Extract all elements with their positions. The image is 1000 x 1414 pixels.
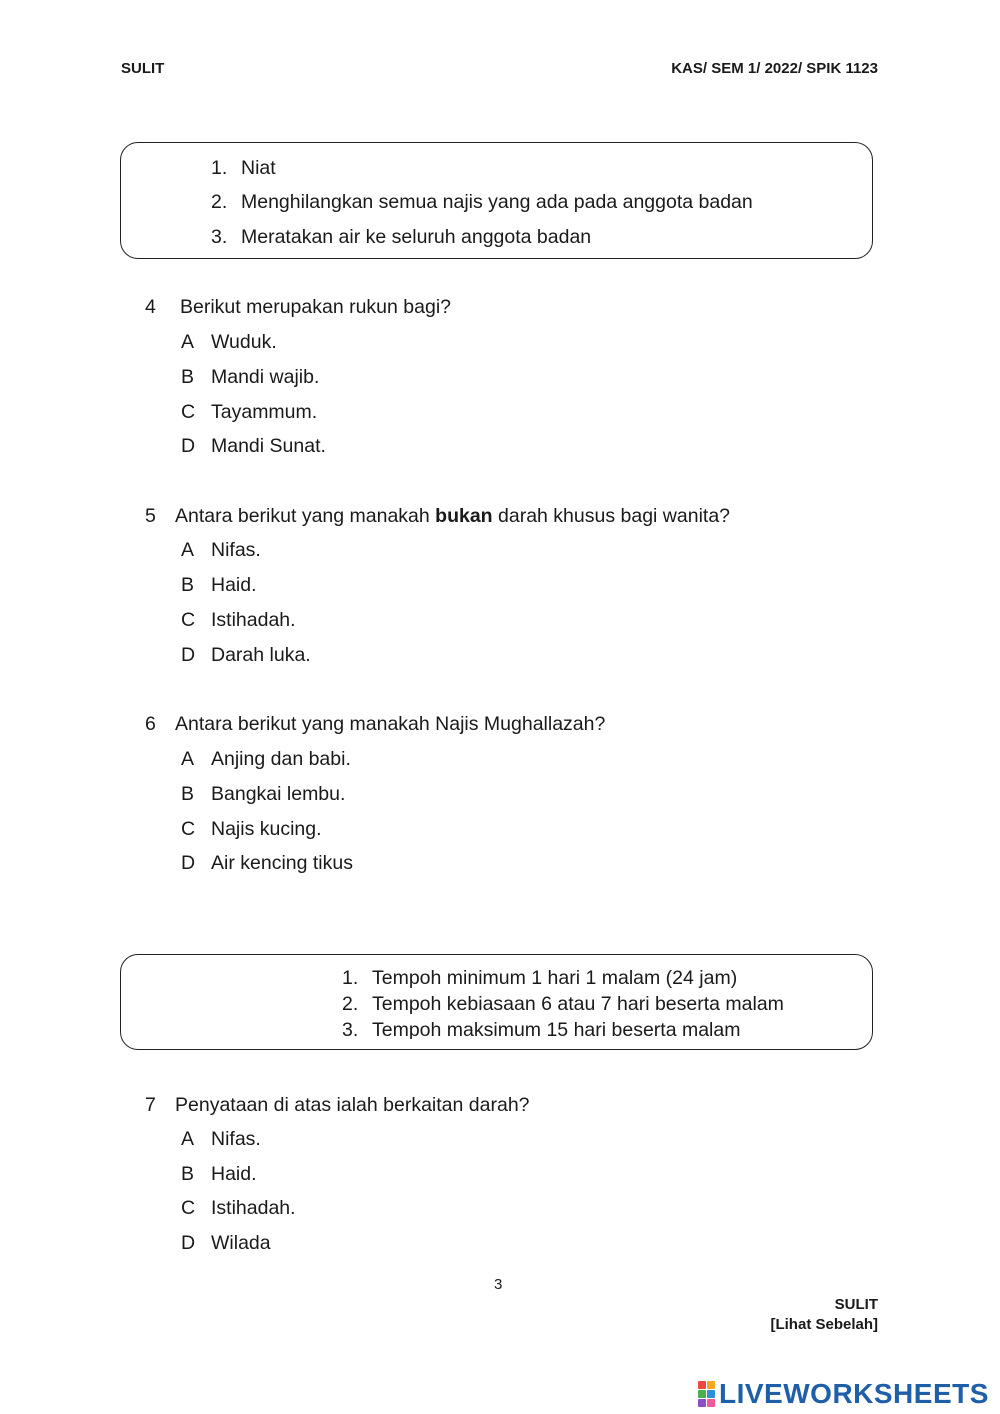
question-4-number: 4: [145, 296, 156, 318]
footer-next-page: [Lihat Sebelah]: [770, 1316, 878, 1333]
box1-item-2: 2. Menghilangkan semua najis yang ada pada anggota badan: [211, 191, 753, 213]
question-4-text: Berikut merupakan rukun bagi?: [180, 296, 451, 318]
q5-option-b-text: Haid.: [211, 574, 257, 596]
q7-option-d-text: Wilada: [211, 1232, 271, 1254]
q4-option-d-letter[interactable]: D: [181, 435, 196, 457]
liveworksheets-logo-text: LIVEWORKSHEETS: [719, 1378, 989, 1409]
logo-square: [698, 1399, 706, 1407]
question-5-number: 5: [145, 505, 156, 527]
logo-square: [707, 1381, 715, 1389]
q7-option-c-letter[interactable]: C: [181, 1197, 196, 1219]
box2-item-2: 2. Tempoh kebiasaan 6 atau 7 hari beserta malam: [342, 993, 784, 1015]
box1-item-3: 3. Meratakan air ke seluruh anggota badan: [211, 226, 592, 248]
q6-option-b-text: Bangkai lembu.: [211, 783, 346, 805]
header-right: KAS/ SEM 1/ 2022/ SPIK 1123: [671, 60, 878, 77]
q4-option-c-text: Tayammum.: [211, 401, 318, 423]
q6-option-d-letter[interactable]: D: [181, 852, 196, 874]
q6-option-c-text: Najis kucing.: [211, 818, 322, 840]
footer-sulit: SULIT: [834, 1296, 878, 1313]
question-5-emphasis: bukan: [435, 505, 493, 527]
q5-option-d-text: Darah luka.: [211, 644, 311, 666]
q4-option-b-letter[interactable]: B: [181, 366, 195, 388]
liveworksheets-logo[interactable]: [698, 1374, 989, 1414]
header-left: SULIT: [121, 60, 165, 77]
logo-square: [698, 1390, 706, 1398]
q5-option-d-letter[interactable]: D: [181, 644, 196, 666]
liveworksheets-logo-icon: [698, 1381, 715, 1407]
logo-square: [707, 1390, 715, 1398]
q7-option-d-letter[interactable]: D: [181, 1232, 196, 1254]
box1-item-1: 1. Niat: [211, 157, 276, 179]
q5-option-b-letter[interactable]: B: [181, 574, 195, 596]
q4-option-a-text: Wuduk.: [211, 331, 277, 353]
logo-square: [707, 1399, 715, 1407]
q7-option-b-letter[interactable]: B: [181, 1163, 195, 1185]
q5-option-c-letter[interactable]: C: [181, 609, 196, 631]
q4-option-c-letter[interactable]: C: [181, 401, 196, 423]
q7-option-b-text: Haid.: [211, 1163, 257, 1185]
q5-option-c-text: Istihadah.: [211, 609, 296, 631]
q7-option-c-text: Istihadah.: [211, 1197, 296, 1219]
q4-option-d-text: Mandi Sunat.: [211, 435, 326, 457]
q7-option-a-letter[interactable]: A: [181, 1128, 195, 1150]
question-7-text: Penyataan di atas ialah berkaitan darah?: [175, 1094, 530, 1116]
question-6-text: Antara berikut yang manakah Najis Mughallazah?: [175, 713, 606, 735]
page-number: 3: [494, 1276, 503, 1293]
q5-option-a-letter[interactable]: A: [181, 539, 195, 561]
box2-item-3: 3. Tempoh maksimum 15 hari beserta malam: [342, 1019, 741, 1039]
q4-option-b-text: Mandi wajib.: [211, 366, 320, 388]
q5-option-a-text: Nifas.: [211, 539, 261, 561]
q7-option-a-text: Nifas.: [211, 1128, 261, 1150]
question-6-number: 6: [145, 713, 156, 735]
logo-square: [698, 1381, 706, 1389]
question-5-text: Antara berikut yang manakah bukan darah khusus bagi wanita?: [175, 505, 731, 527]
q6-option-d-text: Air kencing tikus: [211, 852, 353, 874]
q6-option-a-letter[interactable]: A: [181, 748, 195, 770]
q6-option-b-letter[interactable]: B: [181, 783, 195, 805]
q6-option-a-text: Anjing dan babi.: [211, 748, 351, 770]
q4-option-a-letter[interactable]: A: [181, 331, 195, 353]
q6-option-c-letter[interactable]: C: [181, 818, 196, 840]
box2-item-1: 1. Tempoh minimum 1 hari 1 malam (24 jam): [342, 967, 738, 989]
question-7-number: 7: [145, 1094, 156, 1116]
